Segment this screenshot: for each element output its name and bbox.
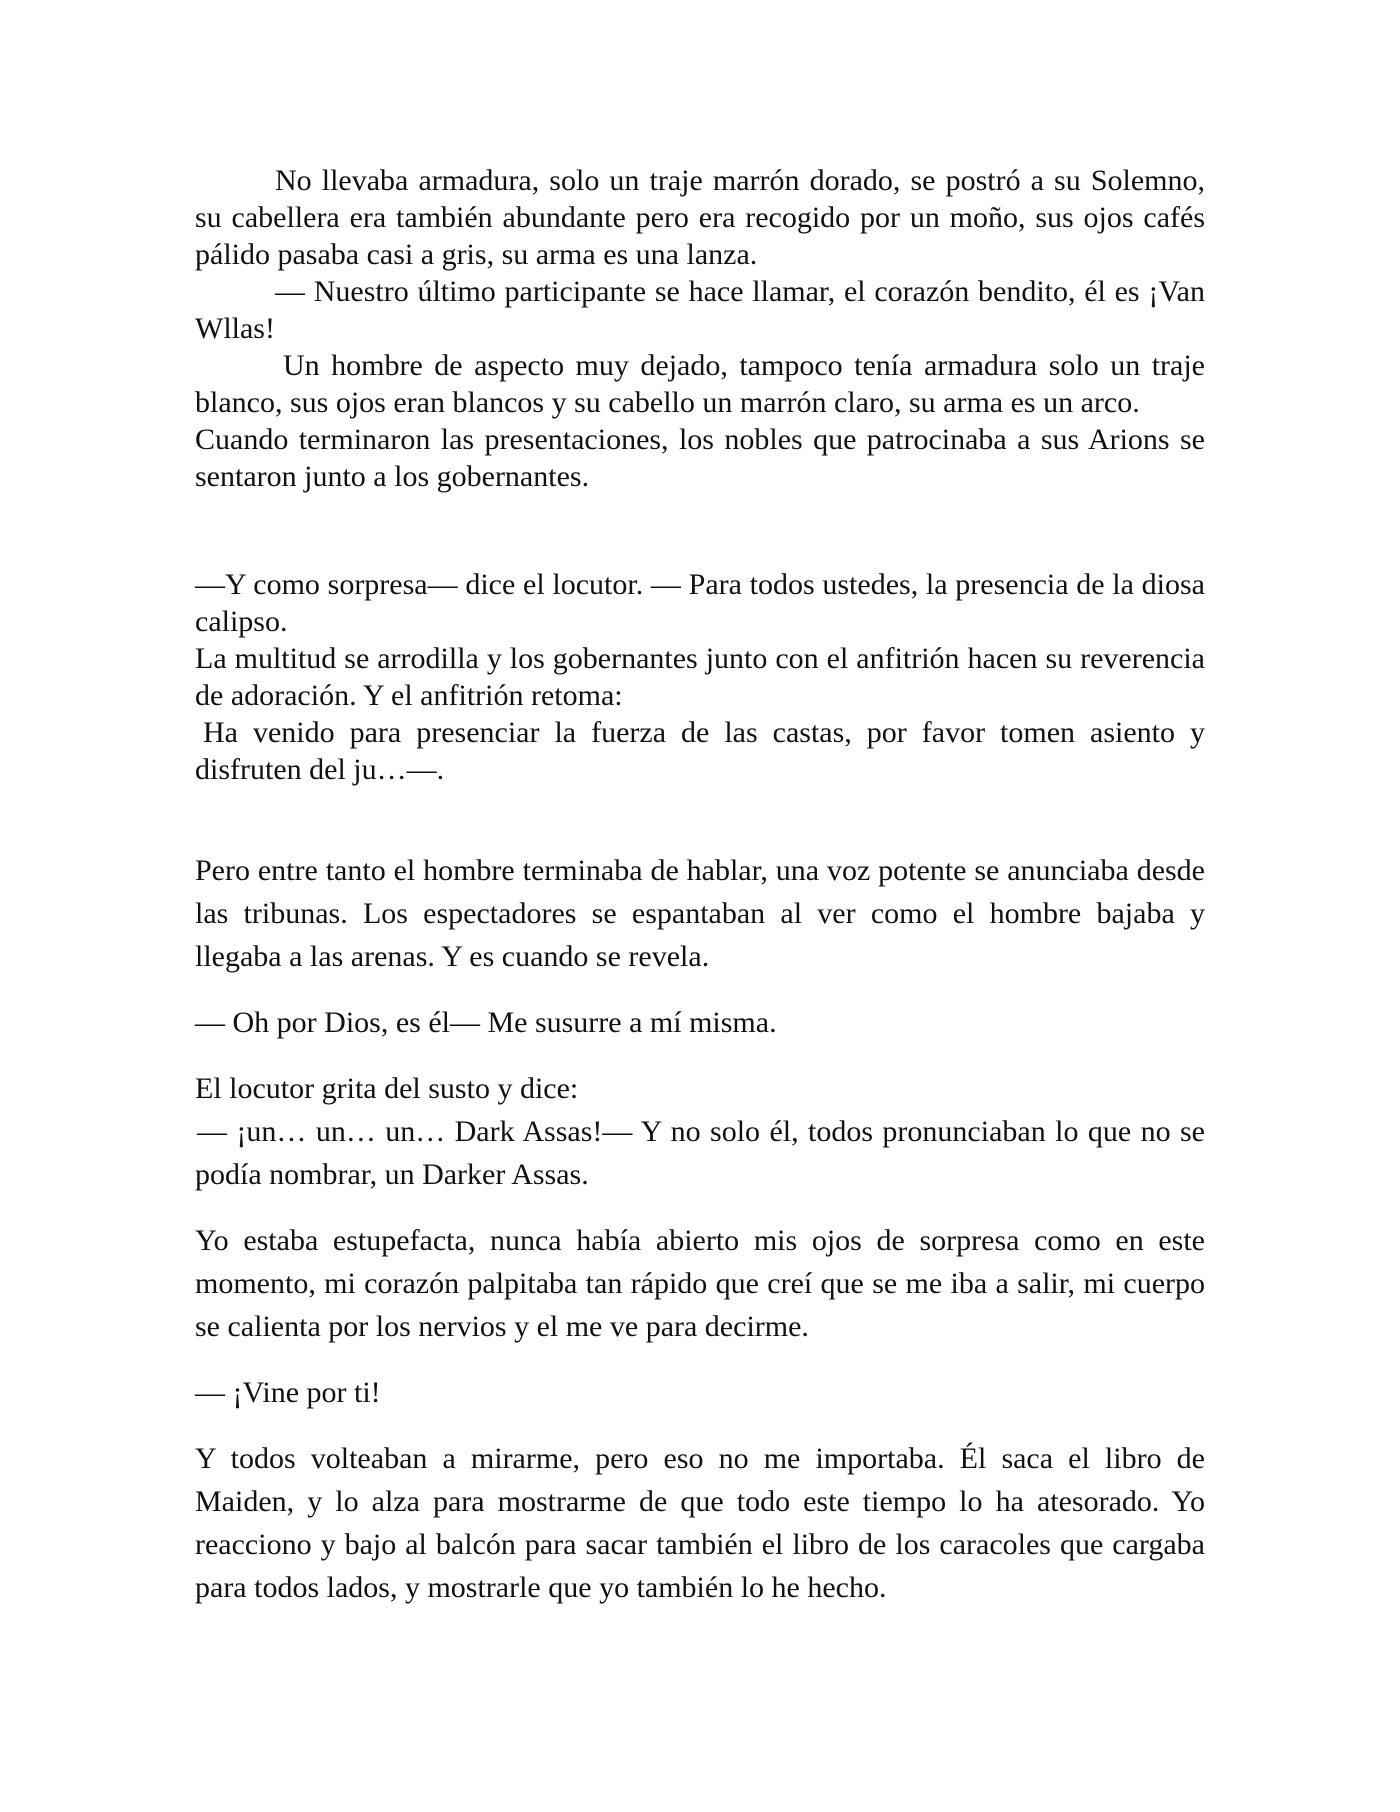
dialogue-paragraph: Ha venido para presenciar la fuerza de las castas, por favor tomen asiento y disfruten del ju…—. — [195, 716, 1205, 786]
text-section-3 — [195, 849, 1205, 1609]
paragraph: Y todos volteaban a mirarme, pero eso no me importaba. Él saca el libro de Maiden, y lo alza para mostrarme de que todo este tiempo lo ha atesorado. Yo reacciono y bajo al balcón para sacar también el libro de los caracoles que cargaba para todos lados, y mostrarle que yo también lo he hecho. — [195, 1442, 1205, 1604]
paragraph: No llevaba armadura, solo un traje marrón dorado, se postró a su Solemno, su cabellera era también abundante pero era recogido por un moño, sus ojos cafés pálido pasaba casi a gris, su arma es una lanza. — [195, 164, 1205, 271]
text-section-2 — [195, 566, 1205, 788]
dialogue-paragraph: — ¡Vine por ti! — [195, 1376, 381, 1409]
paragraph: Un hombre de aspecto muy dejado, tampoco tenía armadura solo un traje blanco, sus ojos eran blancos y su cabello un marrón claro, su arma es un arco. — [195, 349, 1205, 419]
dialogue-paragraph: — ¡un… un… un… Dark Assas!— Y no solo él, todos pronunciaban lo que no se podía nombrar, un Darker Assas. — [195, 1115, 1205, 1191]
paragraph: Cuando terminaron las presentaciones, los nobles que patrocinaba a sus Arions se sentaron junto a los gobernantes. — [195, 423, 1205, 493]
text-section-1 — [195, 162, 1205, 495]
dialogue-paragraph: — Nuestro último participante se hace llamar, el corazón bendito, él es ¡Van Wllas! — [195, 275, 1205, 345]
paragraph: El locutor grita del susto y dice: — [195, 1072, 579, 1105]
paragraph: Pero entre tanto el hombre terminaba de hablar, una voz potente se anunciaba desde las tribunas. Los espectadores se espantaban al ver como el hombre bajaba y llegaba a las arenas. Y es cuando se revela. — [195, 854, 1205, 973]
dialogue-paragraph: — Oh por Dios, es él— Me susurre a mí misma. — [195, 1006, 777, 1039]
paragraph: La multitud se arrodilla y los gobernantes junto con el anfitrión hacen su reverencia de adoración. Y el anfitrión retoma: — [195, 642, 1205, 712]
paragraph: Yo estaba estupefacta, nunca había abierto mis ojos de sorpresa como en este momento, mi corazón palpitaba tan rápido que creí que se me iba a salir, mi cuerpo se calienta por los nervios y el me ve para decirme. — [195, 1224, 1205, 1343]
dialogue-paragraph: —Y como sorpresa— dice el locutor. — Para todos ustedes, la presencia de la diosa calipso. — [195, 568, 1205, 638]
